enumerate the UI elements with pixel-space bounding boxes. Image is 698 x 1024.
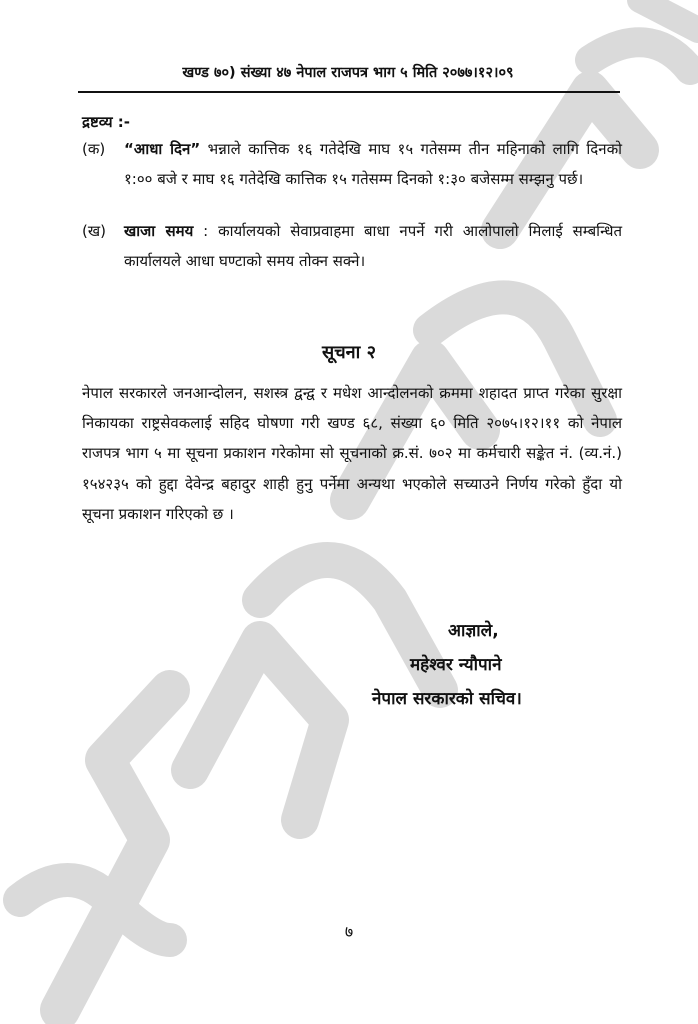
note-text: भन्नाले कात्तिक १६ गतेदेखि माघ १५ गतेसम्म तीन महिनाको लागि दिनको १:०० बजे र माघ १६ गतेदेखि कात्तिक १५ गतेसम्म दिनको १:३० बजेसम्म सम्झनु पर्छ। xyxy=(124,140,622,188)
note-body xyxy=(124,134,622,194)
note-text: : कार्यालयको सेवाप्रवाहमा बाधा नपर्ने गरी आलोपालो मिलाई सम्बन्धित कार्यालयले आधा घण्टाको समय तोक्न सक्ने। xyxy=(124,222,623,270)
signatory-name: महेश्वर न्यौपाने xyxy=(410,655,502,675)
note-term: “आधा दिन” xyxy=(124,140,201,158)
note-item-b xyxy=(82,216,622,312)
note-body xyxy=(124,216,622,276)
note-marker: (ख) xyxy=(82,222,106,240)
page-number: ७ xyxy=(344,922,354,941)
signatory-title: नेपाल सरकारको सचिव। xyxy=(372,689,522,709)
note-term: खाजा समय xyxy=(124,222,194,240)
gazette-header: खण्ड ७०) संख्या ४७ नेपाल राजपत्र भाग ५ मिति २०७७।१२।०९ xyxy=(182,65,514,81)
header-divider xyxy=(78,91,620,93)
notice-body: नेपाल सरकारले जनआन्दोलन, सशस्त्र द्वन्द्व र मधेश आन्दोलनको क्रममा शहादत प्राप्त गरेका सुरक्षा निकायका राष्ट्रसेवकलाई सहिद घोषणा गरी खण्ड ६८, संख्या ६० मिति २०७५।१२।११ को नेपाल राजपत्र भाग ५ मा सूचना प्रकाशन गरेकोमा सो सूचनाको क्र.सं. ७०२ मा कर्मचारी सङ्केत नं. (व्य.नं.) १५४२३५ को हुद्दा देवेन्द्र बहादुर शाही हुनु पर्नेमा अन्यथा भएकोले सच्याउने निर्णय गरेको हुँदा यो सूचना प्रकाशन गरिएको छ । xyxy=(82,384,622,523)
note-title: द्रष्टव्य :- xyxy=(82,113,131,131)
signature-order: आज्ञाले, xyxy=(448,621,499,641)
note-marker: (क) xyxy=(82,140,106,158)
notice-heading: सूचना २ xyxy=(322,342,376,363)
